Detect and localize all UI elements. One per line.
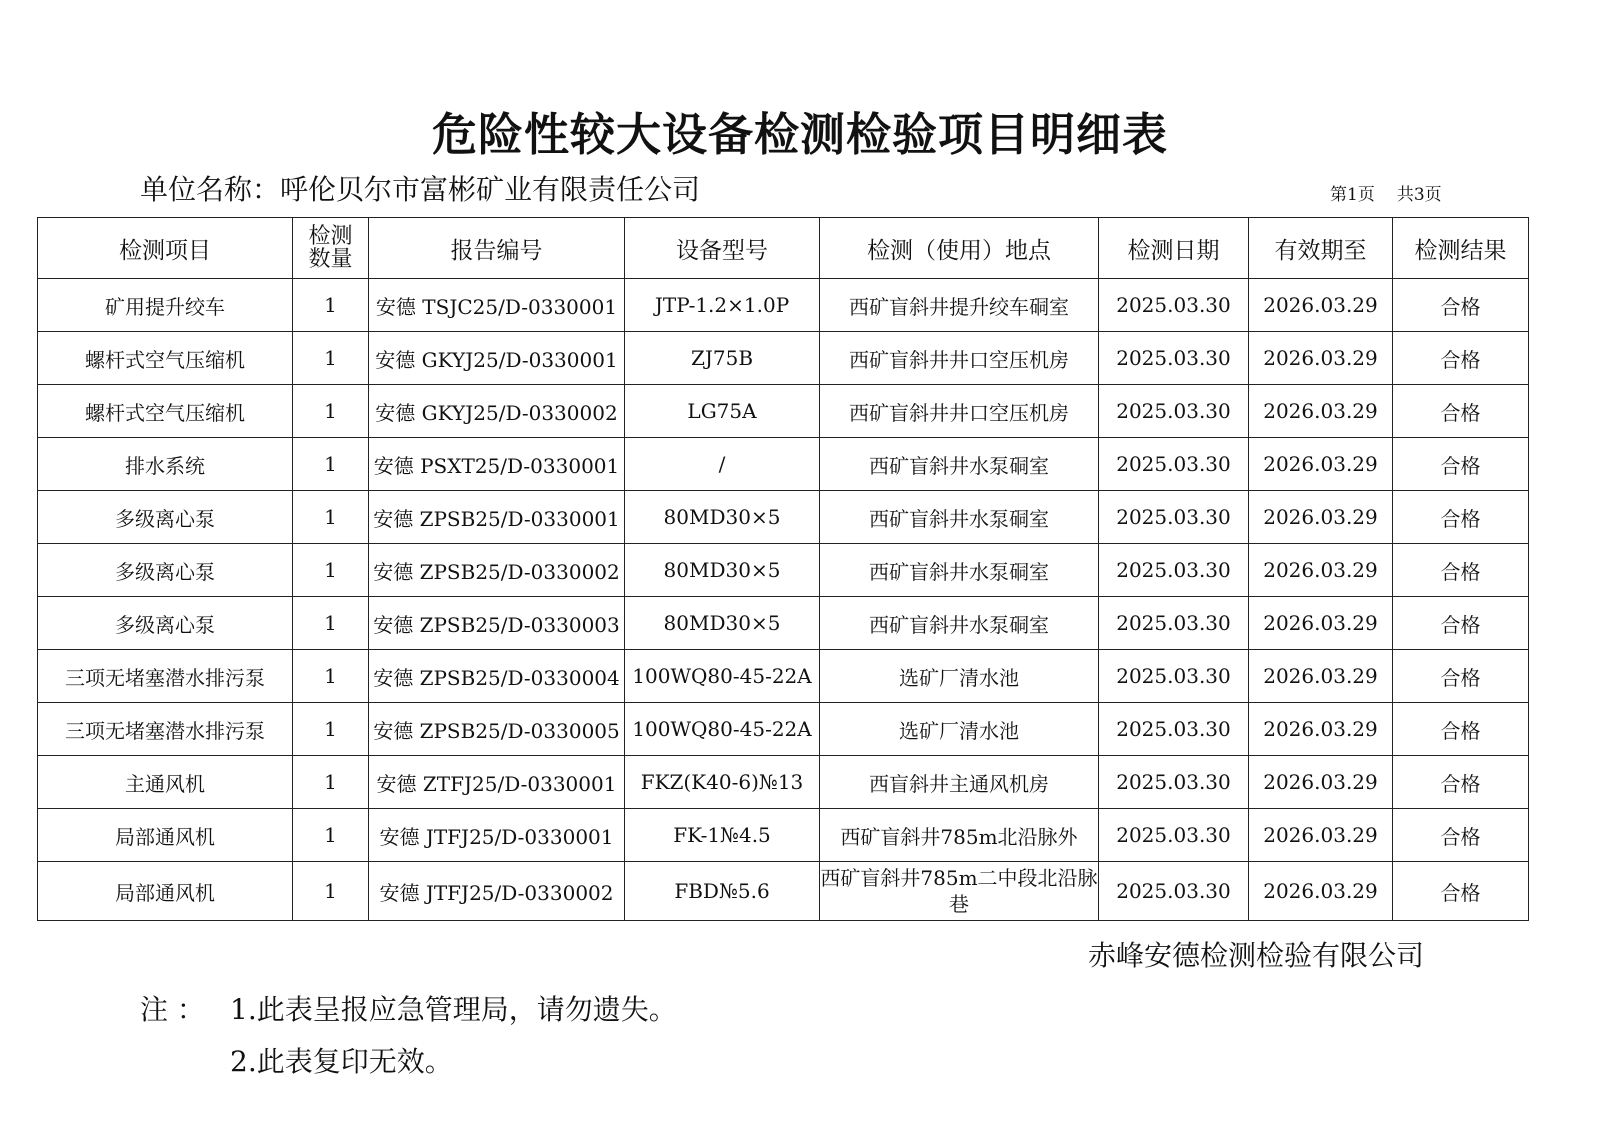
header-qty (293, 218, 369, 279)
cell-model: 80MD30×5 (625, 544, 820, 597)
cell-result: 合格 (1393, 862, 1529, 921)
cell-item: 三项无堵塞潜水排污泵 (38, 703, 293, 756)
cell-result: 合格 (1393, 385, 1529, 438)
table-row (38, 385, 1529, 438)
table-row (38, 650, 1529, 703)
cell-model: 100WQ80-45-22A (625, 703, 820, 756)
cell-report: 安德 ZPSB25/D-0330001 (369, 491, 625, 544)
cell-qty: 1 (293, 279, 369, 332)
cell-qty: 1 (293, 491, 369, 544)
unit-name: 单位名称：呼伦贝尔市富彬矿业有限责任公司 (140, 173, 701, 206)
cell-qty: 1 (293, 809, 369, 862)
cell-date: 2025.03.30 (1099, 279, 1249, 332)
cell-location: 西矿盲斜井水泵硐室 (820, 597, 1099, 650)
cell-item: 多级离心泵 (38, 597, 293, 650)
cell-item: 排水系统 (38, 438, 293, 491)
cell-valid: 2026.03.29 (1249, 332, 1393, 385)
cell-date: 2025.03.30 (1099, 491, 1249, 544)
cell-qty: 1 (293, 597, 369, 650)
cell-item: 螺杆式空气压缩机 (38, 332, 293, 385)
cell-date: 2025.03.30 (1099, 862, 1249, 921)
cell-location: 西矿盲斜井785m北沿脉外 (820, 809, 1099, 862)
cell-result: 合格 (1393, 332, 1529, 385)
table-row (38, 279, 1529, 332)
cell-item: 局部通风机 (38, 862, 293, 921)
table-row (38, 597, 1529, 650)
cell-valid: 2026.03.29 (1249, 491, 1393, 544)
cell-report: 安德 GKYJ25/D-0330002 (369, 385, 625, 438)
cell-item: 局部通风机 (38, 809, 293, 862)
header-item: 检测项目 (38, 218, 293, 279)
document-title: 危险性较大设备检测检验项目明细表 (431, 108, 1168, 161)
cell-date: 2025.03.30 (1099, 756, 1249, 809)
header-report: 报告编号 (369, 218, 625, 279)
cell-model: FK-1№4.5 (625, 809, 820, 862)
cell-valid: 2026.03.29 (1249, 279, 1393, 332)
note-item: 1.此表呈报应急管理局，请勿遗失。 (230, 993, 677, 1026)
page-indicator (1330, 180, 1442, 205)
table-row (38, 809, 1529, 862)
inspection-table (37, 217, 1529, 921)
cell-result: 合格 (1393, 756, 1529, 809)
table-row (38, 438, 1529, 491)
cell-valid: 2026.03.29 (1249, 597, 1393, 650)
cell-valid: 2026.03.29 (1249, 385, 1393, 438)
cell-date: 2025.03.30 (1099, 597, 1249, 650)
table-header-row (38, 218, 1529, 279)
cell-report: 安德 ZPSB25/D-0330003 (369, 597, 625, 650)
cell-valid: 2026.03.29 (1249, 438, 1393, 491)
cell-result: 合格 (1393, 703, 1529, 756)
cell-model: ZJ75B (625, 332, 820, 385)
cell-result: 合格 (1393, 597, 1529, 650)
header-date: 检测日期 (1099, 218, 1249, 279)
cell-location: 选矿厂清水池 (820, 650, 1099, 703)
cell-location: 西矿盲斜井井口空压机房 (820, 385, 1099, 438)
cell-report: 安德 ZTFJ25/D-0330001 (369, 756, 625, 809)
note-item: 2.此表复印无效。 (230, 1045, 453, 1078)
cell-model: FBD№5.6 (625, 862, 820, 921)
cell-location: 选矿厂清水池 (820, 703, 1099, 756)
cell-report: 安德 TSJC25/D-0330001 (369, 279, 625, 332)
cell-valid: 2026.03.29 (1249, 756, 1393, 809)
cell-qty: 1 (293, 703, 369, 756)
cell-qty: 1 (293, 332, 369, 385)
table-row (38, 491, 1529, 544)
cell-item: 多级离心泵 (38, 544, 293, 597)
cell-report: 安德 GKYJ25/D-0330001 (369, 332, 625, 385)
header-location: 检测（使用）地点 (820, 218, 1099, 279)
cell-item: 三项无堵塞潜水排污泵 (38, 650, 293, 703)
header-result: 检测结果 (1393, 218, 1529, 279)
cell-result: 合格 (1393, 650, 1529, 703)
table-row (38, 332, 1529, 385)
cell-item: 螺杆式空气压缩机 (38, 385, 293, 438)
cell-location: 西盲斜井主通风机房 (820, 756, 1099, 809)
cell-item: 主通风机 (38, 756, 293, 809)
cell-qty: 1 (293, 385, 369, 438)
header-qty-line2: 数量 (308, 247, 353, 272)
table-row (38, 703, 1529, 756)
cell-model: JTP-1.2×1.0P (625, 279, 820, 332)
notes-label: 注 ： (140, 993, 205, 1026)
cell-result: 合格 (1393, 491, 1529, 544)
cell-qty: 1 (293, 862, 369, 921)
cell-date: 2025.03.30 (1099, 544, 1249, 597)
cell-model: / (625, 438, 820, 491)
cell-model: 100WQ80-45-22A (625, 650, 820, 703)
cell-date: 2025.03.30 (1099, 385, 1249, 438)
cell-valid: 2026.03.29 (1249, 862, 1393, 921)
cell-date: 2025.03.30 (1099, 809, 1249, 862)
cell-location: 西矿盲斜井提升绞车硐室 (820, 279, 1099, 332)
cell-location: 西矿盲斜井井口空压机房 (820, 332, 1099, 385)
cell-model: LG75A (625, 385, 820, 438)
cell-valid: 2026.03.29 (1249, 544, 1393, 597)
cell-date: 2025.03.30 (1099, 703, 1249, 756)
cell-report: 安德 ZPSB25/D-0330004 (369, 650, 625, 703)
cell-report: 安德 PSXT25/D-0330001 (369, 438, 625, 491)
cell-result: 合格 (1393, 544, 1529, 597)
cell-location: 西矿盲斜井水泵硐室 (820, 544, 1099, 597)
cell-model: FKZ(K40-6)№13 (625, 756, 820, 809)
cell-report: 安德 JTFJ25/D-0330001 (369, 809, 625, 862)
cell-date: 2025.03.30 (1099, 438, 1249, 491)
cell-valid: 2026.03.29 (1249, 809, 1393, 862)
cell-result: 合格 (1393, 438, 1529, 491)
cell-location: 西矿盲斜井水泵硐室 (820, 491, 1099, 544)
cell-location: 西矿盲斜井785m二中段北沿脉巷 (820, 862, 1099, 921)
cell-qty: 1 (293, 650, 369, 703)
cell-model: 80MD30×5 (625, 597, 820, 650)
cell-model: 80MD30×5 (625, 491, 820, 544)
cell-valid: 2026.03.29 (1249, 650, 1393, 703)
header-valid: 有效期至 (1249, 218, 1393, 279)
cell-location: 西矿盲斜井水泵硐室 (820, 438, 1099, 491)
header-model: 设备型号 (625, 218, 820, 279)
cell-report: 安德 JTFJ25/D-0330002 (369, 862, 625, 921)
cell-qty: 1 (293, 756, 369, 809)
page-total: 共3页 (1396, 185, 1442, 205)
cell-date: 2025.03.30 (1099, 650, 1249, 703)
cell-qty: 1 (293, 438, 369, 491)
header-qty-line1: 检测 (308, 224, 353, 249)
cell-report: 安德 ZPSB25/D-0330002 (369, 544, 625, 597)
cell-report: 安德 ZPSB25/D-0330005 (369, 703, 625, 756)
cell-date: 2025.03.30 (1099, 332, 1249, 385)
table-row (38, 756, 1529, 809)
table-row (38, 862, 1529, 921)
cell-item: 矿用提升绞车 (38, 279, 293, 332)
page-current: 第1页 (1330, 185, 1375, 205)
cell-qty: 1 (293, 544, 369, 597)
inspection-company: 赤峰安德检测检验有限公司 (1088, 939, 1425, 972)
cell-valid: 2026.03.29 (1249, 703, 1393, 756)
cell-result: 合格 (1393, 279, 1529, 332)
table-row (38, 544, 1529, 597)
cell-result: 合格 (1393, 809, 1529, 862)
cell-item: 多级离心泵 (38, 491, 293, 544)
